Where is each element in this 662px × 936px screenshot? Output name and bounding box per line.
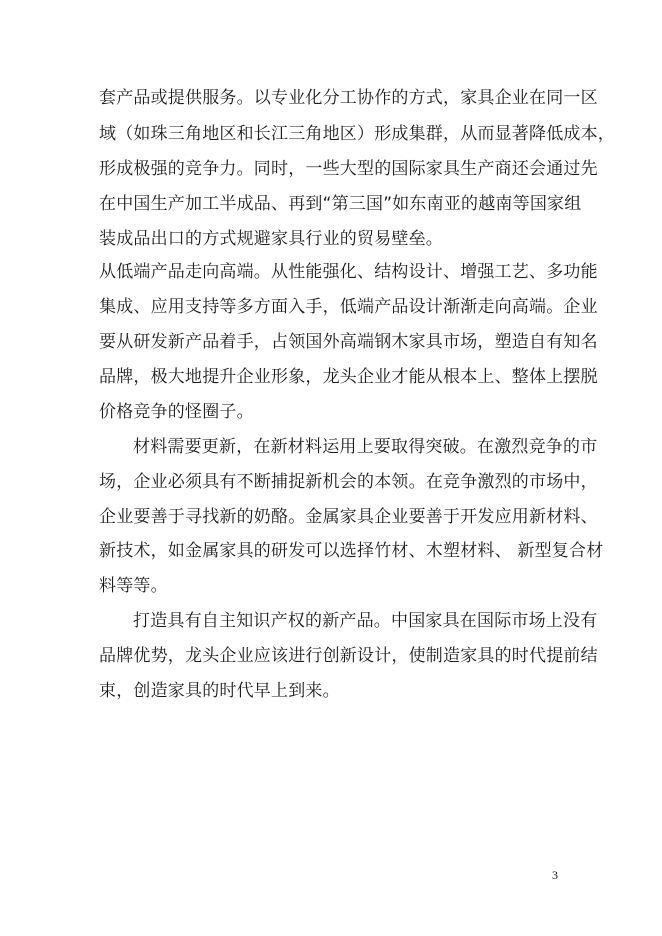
text-line: 形成极强的竞争力。同时，一些大型的国际家具生产商还会通过先: [99, 159, 598, 179]
text-line: 料等等。: [99, 576, 168, 596]
text-line: 品牌，极大地提升企业形象，龙头企业才能从根本上、整体上摆脱: [99, 367, 598, 387]
text-line: 装成品出口的方式规避家具行业的贸易壁垒。: [99, 229, 443, 249]
text-line: 企业要善于寻找新的奶酪。金属家具企业要善于开发应用新材料、: [99, 507, 598, 527]
text-line: 集成、应用支持等多方面入手，低端产品设计渐渐走向高端。企业: [99, 297, 598, 317]
text-line: 品牌优势，龙头企业应该进行创新设计，使制造家具的时代提前结: [99, 646, 598, 666]
text-line: 从低端产品走向高端。从性能强化、结构设计、增强工艺、多功能: [99, 262, 598, 282]
page-number: 3: [552, 868, 558, 882]
text-line: 套产品或提供服务。以专业化分工协作的方式，家具企业在同一区: [99, 88, 598, 108]
text-line: 在中国生产加工半成品、再到“第三国”如东南亚的越南等国家组: [99, 194, 582, 214]
text-line: 价格竞争的怪圈子。: [99, 402, 254, 422]
text-line: 场，企业必须具有不断捕捉新机会的本领。在竞争激烈的市场中，: [99, 472, 598, 492]
text-line: 打造具有自主知识产权的新产品。中国家具在国际市场上没有: [133, 611, 598, 631]
text-line: 材料需要更新，在新材料运用上要取得突破。在激烈竞争的市: [133, 437, 598, 457]
text-line: 新技术，如金属家具的研发可以选择竹材、木塑材料、 新型复合材: [99, 541, 604, 561]
text-line: 束，创造家具的时代早上到来。: [99, 681, 340, 701]
text-line: 要从研发新产品着手，占领国外高端钢木家具市场，塑造自有知名: [99, 332, 598, 352]
text-line: 域（如珠三角地区和长江三角地区）形成集群，从而显著降低成本，: [99, 124, 615, 144]
